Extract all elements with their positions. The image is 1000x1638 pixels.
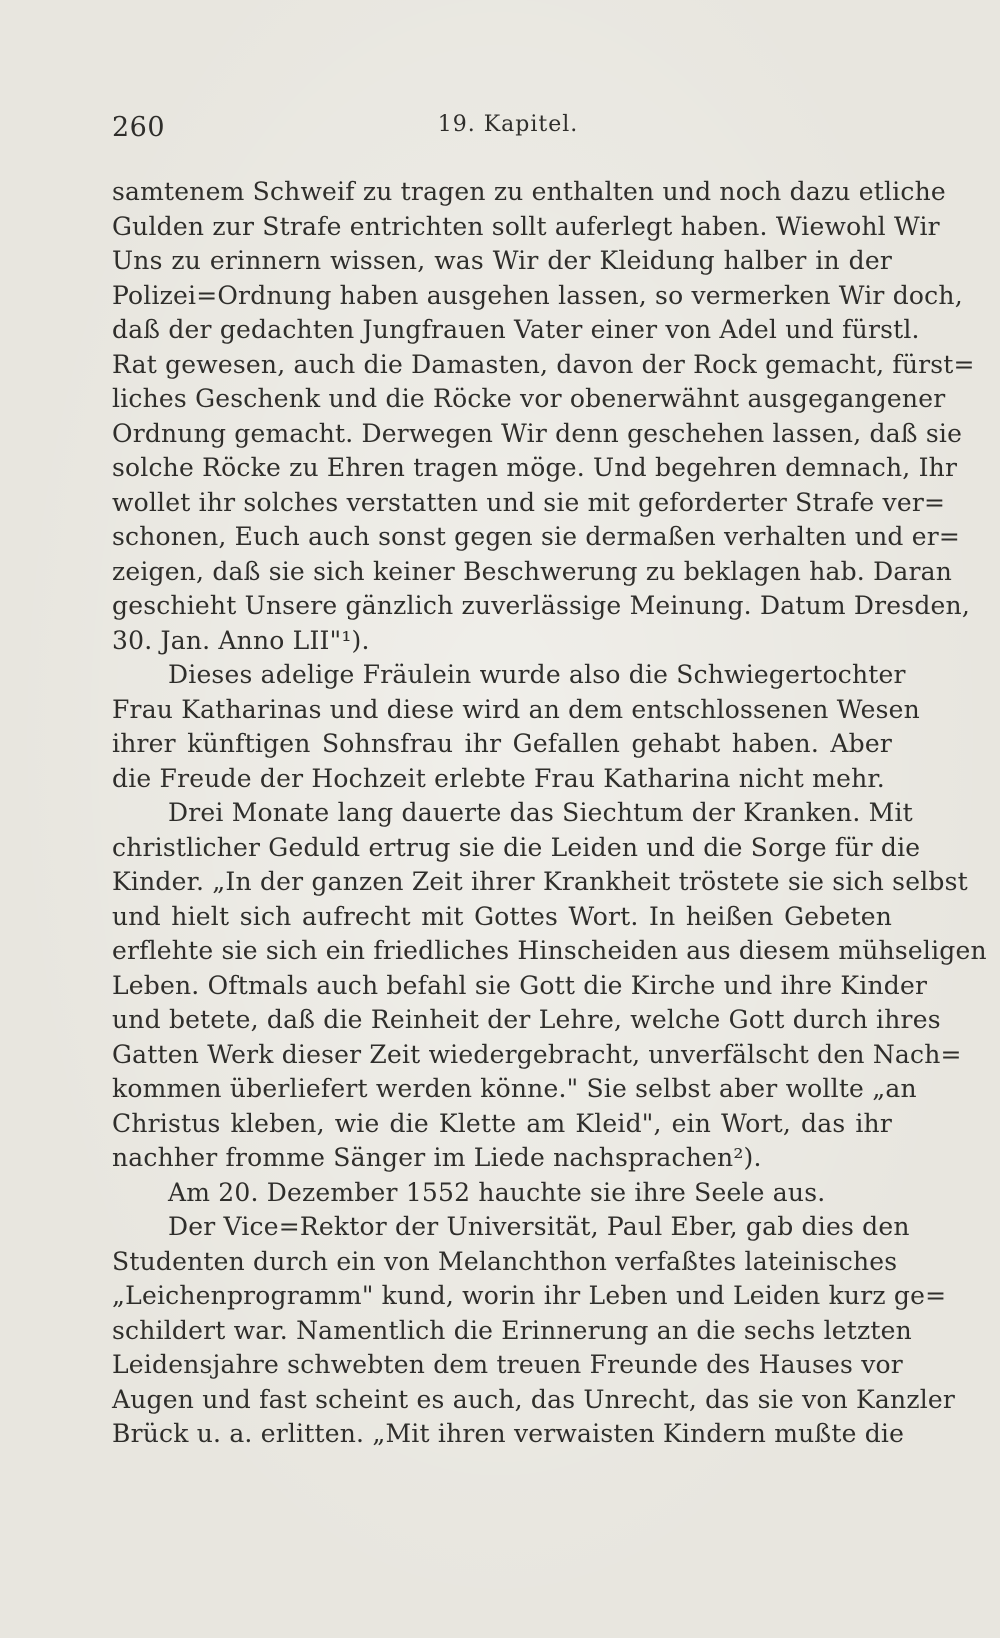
text-line: kommen überliefert werden könne." Sie selbst aber wollte „an: [112, 1074, 917, 1103]
running-head: 19. Kapitel.: [437, 112, 579, 137]
text-line: Uns zu erinnern wissen, was Wir der Kleidung halber in der: [112, 246, 892, 275]
text-line: Frau Katharinas und diese wird an dem entschlossenen Wesen: [112, 694, 920, 724]
text-line: zeigen, daß sie sich keiner Beschwerung zu beklagen hab. Daran: [112, 556, 952, 586]
text-line: Christus kleben, wie die Klette am Kleid", ein Wort, das ihr: [112, 1108, 892, 1138]
text-line: wollet ihr solches verstatten und sie mit geforderter Strafe ver=: [112, 487, 946, 517]
text-line: Leben. Oftmals auch befahl sie Gott die Kirche und ihre Kinder: [112, 970, 928, 1000]
text-line: Brück u. a. erlitten. „Mit ihren verwaisten Kindern mußte die: [112, 1419, 905, 1448]
text-line: Kinder. „In der ganzen Zeit ihrer Krankheit tröstete sie sich selbst: [112, 867, 968, 896]
text-line: 30. Jan. Anno LII"¹).: [112, 625, 370, 655]
page-header: [112, 112, 904, 152]
text-line: und hielt sich aufrecht mit Gottes Wort. In heißen Gebeten: [112, 901, 892, 931]
text-line: Drei Monate lang dauerte das Siechtum der Kranken. Mit: [168, 798, 913, 827]
text-line: Rat gewesen, auch die Damasten, davon der Rock gemacht, fürst=: [112, 349, 975, 379]
text-line: Augen und fast scheint es auch, das Unrecht, das sie von Kanzler: [112, 1384, 956, 1414]
text-line: geschieht Unsere gänzlich zuverlässige Meinung. Datum Dresden,: [112, 591, 970, 620]
text-line: erflehte sie sich ein friedliches Hinscheiden aus diesem mühseligen: [112, 936, 987, 965]
text-line: Am 20. Dezember 1552 hauchte sie ihre Seele aus.: [168, 1177, 826, 1207]
text-line: schonen, Euch auch sonst gegen sie dermaßen verhalten und er=: [112, 522, 961, 551]
text-line: ihrer künftigen Sohnsfrau ihr Gefallen gehabt haben. Aber: [112, 729, 892, 758]
text-line: Der Vice=Rektor der Universität, Paul Eber, gab dies den: [168, 1212, 910, 1241]
text-line: solche Röcke zu Ehren tragen möge. Und begehren demnach, Ihr: [112, 453, 958, 482]
text-line: liches Geschenk und die Röcke vor obenerwähnt ausgegangener: [112, 384, 946, 413]
text-line: christlicher Geduld ertrug sie die Leiden und die Sorge für die: [112, 832, 921, 862]
text-line: und betete, daß die Reinheit der Lehre, welche Gott durch ihres: [112, 1005, 941, 1034]
text-line: Dieses adelige Fräulein wurde also die Schwiegertochter: [168, 660, 906, 689]
text-line: Gatten Werk dieser Zeit wiedergebracht, unverfälscht den Nach=: [112, 1039, 962, 1069]
text-line: schildert war. Namentlich die Erinnerung an die sechs letzten: [112, 1315, 912, 1345]
body-text: [112, 175, 987, 1452]
text-line: die Freude der Hochzeit erlebte Frau Katharina nicht mehr.: [112, 763, 885, 793]
text-line: Polizei=Ordnung haben ausgehen lassen, so vermerken Wir doch,: [112, 280, 963, 310]
text-line: Leidensjahre schwebten dem treuen Freunde des Hauses vor: [112, 1350, 903, 1379]
text-line: Gulden zur Strafe entrichten sollt auferlegt haben. Wiewohl Wir: [112, 211, 940, 241]
text-line: daß der gedachten Jungfrauen Vater einer von Adel und fürstl.: [112, 315, 920, 344]
page-number: 260: [112, 112, 166, 143]
text-line: nachher fromme Sänger im Liede nachsprachen²).: [112, 1143, 762, 1172]
text-line: Ordnung gemacht. Derwegen Wir denn geschehen lassen, daß sie: [112, 418, 963, 448]
text-line: samtenem Schweif zu tragen zu enthalten und noch dazu etliche: [112, 177, 946, 206]
text-line: „Leichenprogramm" kund, worin ihr Leben und Leiden kurz ge=: [112, 1281, 947, 1310]
text-line: Studenten durch ein von Melanchthon verfaßtes lateinisches: [112, 1246, 898, 1276]
